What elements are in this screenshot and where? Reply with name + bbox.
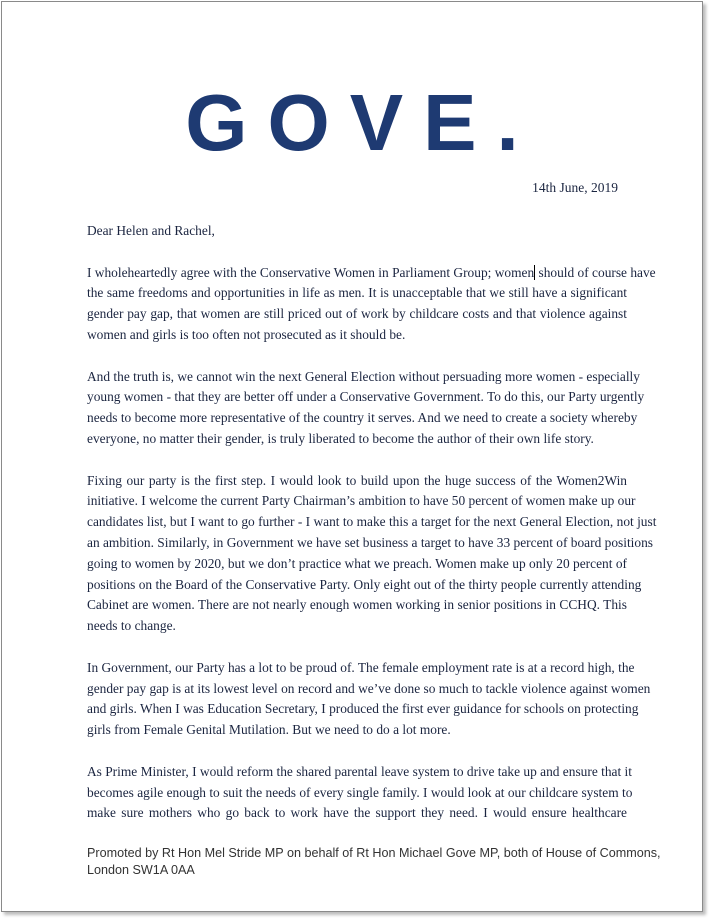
- paragraph: [87, 471, 657, 637]
- text-line: I wholeheartedly agree with the Conservative Women in Parliament Group; women should of course have: [87, 264, 656, 280]
- promoted-by-footer: [87, 845, 661, 879]
- paragraph: [87, 263, 656, 346]
- gove-logo: GOVE.: [185, 78, 539, 167]
- text-line: going to women by 2020, but we don’t practice what we preach. Women make up only 20 percent of: [87, 555, 627, 571]
- text-cursor: [534, 265, 535, 280]
- text-line: women and girls is too often not prosecuted as it should be.: [87, 326, 406, 342]
- text-line: candidates list, but I want to go further - I want to make this a target for the next General Election, not just: [87, 514, 657, 530]
- text-line: an ambition. Similarly, in Government we have set business a target to have 33 percent of board positions: [87, 534, 653, 550]
- letter-date: 14th June, 2019: [532, 180, 618, 195]
- text-line: the same freedoms and opportunities in life as men. It is unacceptable that we still have a significant: [87, 285, 627, 301]
- document-page: [1, 1, 703, 912]
- paragraph: [87, 367, 645, 450]
- text-line: Fixing our party is the first step. I would look to build upon the huge success of the Women2Win: [87, 472, 627, 488]
- text-line: needs to become more representative of the country it serves. And we need to create a society whereby: [87, 410, 638, 426]
- footer-line-2: London SW1A 0AA: [87, 863, 195, 877]
- letter-body: [87, 221, 657, 845]
- paragraph: [87, 658, 651, 741]
- text-line: everyone, no matter their gender, is truly liberated to become the author of their own life story.: [87, 430, 594, 446]
- paragraph: [87, 762, 633, 824]
- text-line: and girls. When I was Education Secretary, I produced the first ever guidance for schools on protecting: [87, 701, 639, 717]
- salutation: Dear Helen and Rachel,: [87, 223, 215, 238]
- text-line: needs to change.: [87, 618, 176, 634]
- text-line: becomes agile enough to suit the needs of every single family. I would look at our childcare system to: [87, 784, 633, 800]
- text-line: young women - that they are better off under a Conservative Government. To do this, our Party urgently: [87, 389, 645, 405]
- text-line: gender pay gap, that women are still priced out of work by childcare costs and that violence against: [87, 306, 627, 322]
- text-line: make sure mothers who go back to work have the support they need. I would ensure healthcare: [87, 805, 627, 821]
- text-line: girls from Female Genital Mutilation. But we need to do a lot more.: [87, 722, 451, 738]
- text-line: Cabinet are women. There are not nearly enough women working in senior positions in CCHQ. This: [87, 597, 627, 613]
- text-line: In Government, our Party has a lot to be proud of. The female employment rate is at a record high, the: [87, 659, 635, 675]
- text-line: initiative. I welcome the current Party Chairman’s ambition to have 50 percent of women make up our: [87, 493, 636, 509]
- text-line: As Prime Minister, I would reform the shared parental leave system to drive take up and ensure that it: [87, 763, 632, 779]
- footer-line-1: Promoted by Rt Hon Mel Stride MP on behalf of Rt Hon Michael Gove MP, both of House of Commons,: [87, 846, 661, 860]
- text-line: gender pay gap is at its lowest level on record and we’ve done so much to tackle violence against women: [87, 680, 651, 696]
- text-line: positions on the Board of the Conservative Party. Only eight out of the thirty people currently attending: [87, 576, 642, 592]
- text-line: And the truth is, we cannot win the next General Election without persuading more women - especially: [87, 368, 640, 384]
